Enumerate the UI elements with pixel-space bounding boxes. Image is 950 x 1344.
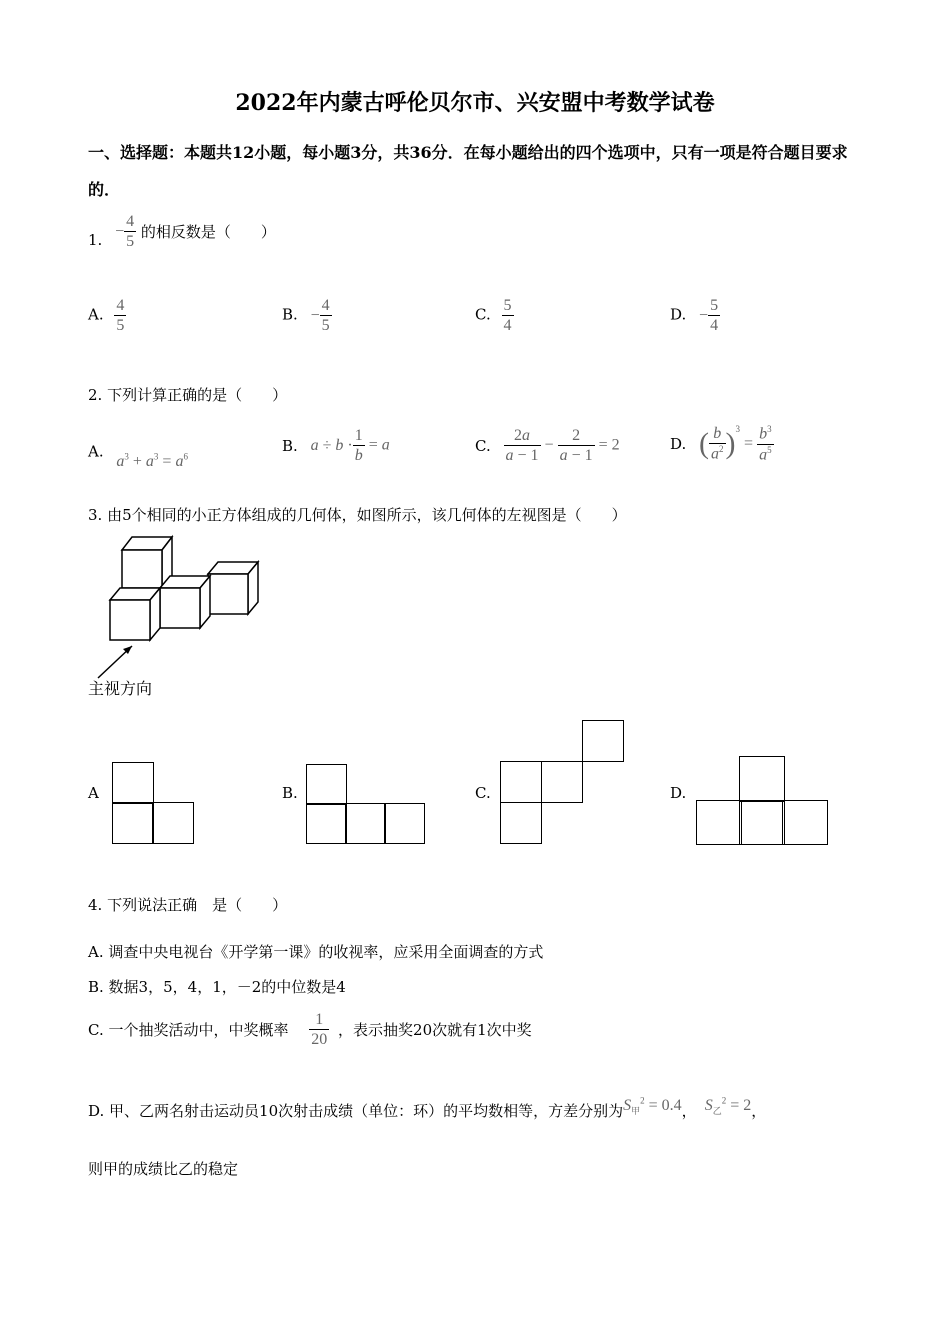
q4-option-a[interactable]: A. 调查中央电视台《开学第一课》的收视率，应采用全面调查的方式 bbox=[88, 943, 544, 961]
fraction-sign: − bbox=[115, 222, 125, 240]
square bbox=[306, 803, 347, 844]
square bbox=[384, 803, 425, 844]
q3-option-a-figure[interactable] bbox=[112, 762, 196, 846]
q1-option-c[interactable]: C. $\frac{5}{4}$ bbox=[475, 297, 512, 335]
variance-b: $S_乙^2 = 2$ bbox=[704, 1095, 752, 1117]
square bbox=[739, 800, 785, 845]
square bbox=[582, 720, 624, 762]
q2-option-a[interactable]: A. $a^3 + a^3 = a^6$ bbox=[88, 442, 188, 471]
square bbox=[112, 762, 154, 804]
q1-option-d[interactable]: D. − $\frac{5}{4}$ bbox=[670, 297, 719, 335]
question-2 bbox=[88, 384, 287, 405]
arrow-label: 主视方向 bbox=[88, 681, 153, 698]
q4-option-d[interactable]: D. 甲、乙两名射击运动员10次射击成绩（单位：环）的平均数相等，方差分别为$S_甲^2 = 0.4$， $S_乙^2 = 2$， bbox=[88, 1095, 767, 1120]
fraction: $\frac{4}{5}$ bbox=[321, 297, 330, 335]
q3-option-b-label[interactable]: B. bbox=[282, 784, 298, 802]
question-4 bbox=[88, 894, 287, 915]
question-number: 4. bbox=[88, 896, 103, 914]
question-number: 2. bbox=[88, 386, 103, 404]
formula: ( bbox=[699, 427, 710, 461]
q4-option-b[interactable]: B. 数据3，5，4，1，－2的中位数是4 bbox=[88, 978, 346, 996]
variance-a: $S_甲^2 = 0.4$ bbox=[623, 1095, 682, 1117]
square bbox=[306, 764, 347, 805]
fraction: $\frac{4}{5}$ bbox=[116, 297, 125, 335]
q3-option-d-label[interactable]: D. bbox=[670, 784, 687, 802]
q3-option-a-label[interactable]: A bbox=[88, 784, 99, 802]
square bbox=[112, 802, 154, 844]
square bbox=[541, 761, 583, 803]
square bbox=[739, 756, 785, 802]
formula: $a^3 + a^3 = a^6$ bbox=[116, 452, 188, 471]
question-text: 下列说法正确 是（ ） bbox=[107, 896, 288, 914]
q4-option-c[interactable]: C. 一个抽奖活动中，中奖概率 $\frac{1}{20}$ ，表示抽奖20次就有1次中奖 bbox=[88, 1011, 532, 1049]
q3-option-c-figure[interactable] bbox=[500, 720, 626, 846]
fraction: $\frac{1}{20}$ bbox=[311, 1011, 328, 1049]
cube-figure bbox=[80, 530, 280, 700]
q2-option-b[interactable]: B. a ÷ b · $\frac{1}{b}$ = a bbox=[282, 427, 390, 465]
question-3 bbox=[88, 504, 627, 525]
question-number: 3. bbox=[88, 506, 103, 524]
q3-option-b-figure[interactable] bbox=[306, 764, 428, 846]
page-title: 2022年内蒙古呼伦贝尔市、兴安盟中考数学试卷 bbox=[235, 90, 715, 116]
section-heading: 一、选择题：本题共12小题，每小题3分，共36分．在每小题给出的四个选项中，只有一项是符合题目要求的． bbox=[88, 143, 848, 199]
q1-option-a[interactable]: A. $\frac{4}{5}$ bbox=[88, 297, 125, 335]
q2-option-c[interactable]: C. $\frac{2a}{a - 1}$ − $\frac{2}{a - 1}$ = 2 bbox=[475, 427, 620, 465]
question-text: 下列计算正确的是（ ） bbox=[107, 386, 288, 404]
q3-option-d-figure[interactable] bbox=[696, 756, 830, 846]
q4-option-d-continued: 则甲的成绩比乙的稳定 bbox=[88, 1160, 239, 1178]
square bbox=[152, 802, 194, 844]
square bbox=[782, 800, 828, 845]
question-1 bbox=[88, 212, 276, 251]
square bbox=[500, 802, 542, 844]
fraction: $\frac{5}{4}$ bbox=[503, 297, 512, 335]
question-text: 由5个相同的小正方体组成的几何体，如图所示，该几何体的左视图是（ ） bbox=[107, 506, 627, 524]
fraction: $\frac{4}{5}$ bbox=[126, 213, 135, 251]
square bbox=[345, 803, 386, 844]
q3-option-c-label[interactable]: C. bbox=[475, 784, 491, 802]
q1-option-b[interactable]: B. − $\frac{4}{5}$ bbox=[282, 297, 330, 335]
square bbox=[696, 800, 742, 845]
question-text: 的相反数是（ ） bbox=[140, 223, 276, 242]
formula: a ÷ b · bbox=[310, 436, 353, 454]
fraction: $\frac{5}{4}$ bbox=[710, 297, 719, 335]
q2-option-d[interactable]: D. ( $\frac{b}{a^2}$ )$^3$ = $\frac{b^3}{a^5}$ bbox=[670, 424, 772, 463]
formula: $\frac{2a}{a - 1}$ bbox=[505, 427, 539, 465]
question-number: 1. bbox=[88, 231, 103, 250]
square bbox=[500, 761, 542, 803]
